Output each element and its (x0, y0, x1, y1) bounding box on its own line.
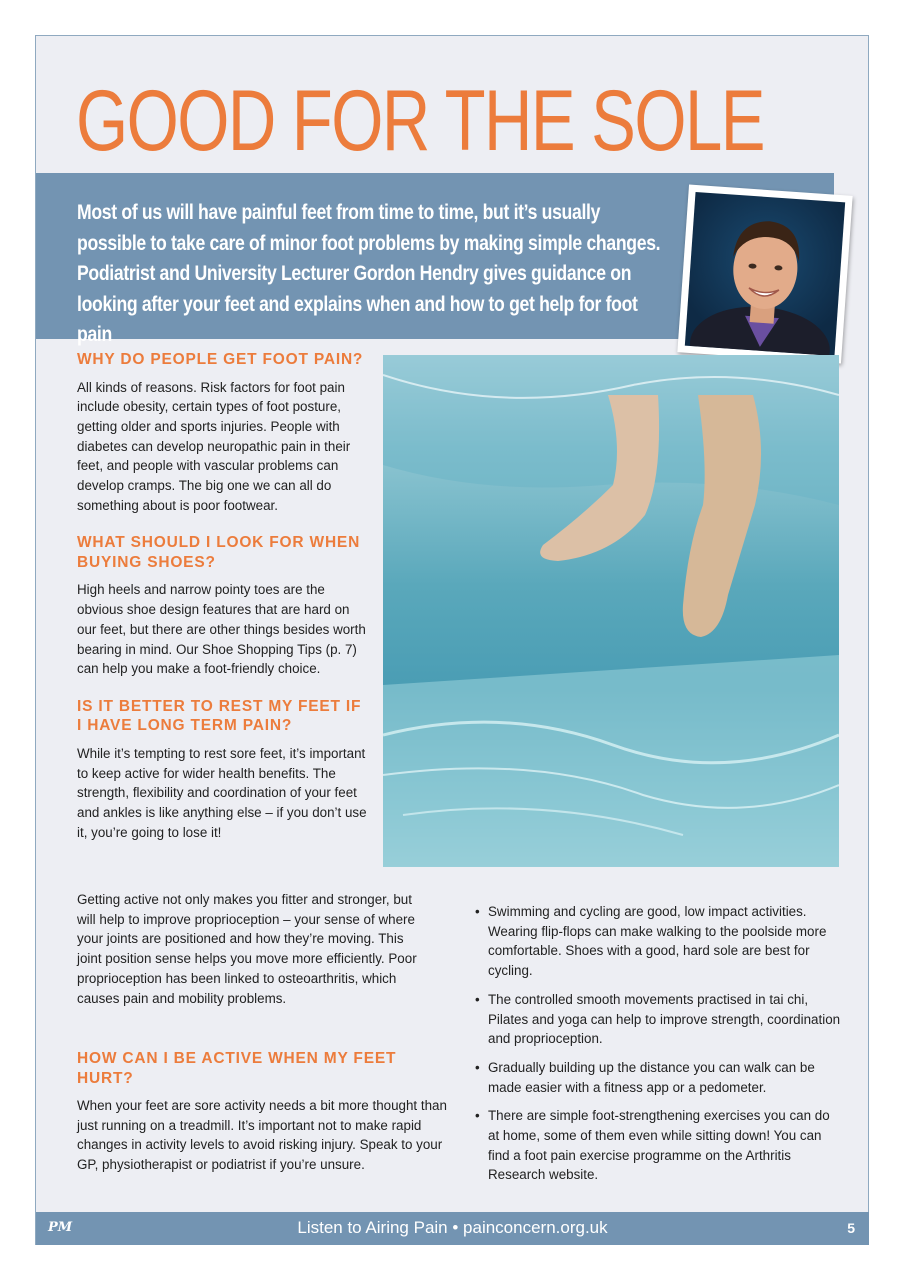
list-item: • The controlled smooth movements practised in tai chi, Pilates and yoga can help to improve strength, coordination and proprioception. (475, 990, 841, 1049)
pain-matters-logo: PM (48, 1220, 73, 1235)
section-text-proprioception: Getting active not only makes you fitter and stronger, but will help to improve proprioception – your sense of where your joints are positioned and how they’re moving. This joint position sense helps you move more efficiently. Poor proprioception has been linked to osteoarthritis, which causes pain and mobility problems. (77, 892, 417, 1006)
list-item: • There are simple foot-strengthening exercises you can do at home, some of them even while sitting down! You can find a foot pain exercise programme on the Arthritis Research website. (475, 1106, 841, 1185)
active-section (77, 1049, 447, 1193)
section-heading-why-pain: WHY DO PEOPLE GET FOOT PAIN? (77, 351, 364, 368)
section-text-active: When your feet are sore activity needs a bit more thought than just running on a treadmill. It’s important not to make rapid changes in activity levels to avoid risking injury. Speak to your GP, physiotherapist or podiatrist if you’re unsure. (77, 1098, 447, 1173)
page-number: 5 (847, 1220, 855, 1236)
author-photo (685, 192, 845, 356)
list-item: • Gradually building up the distance you can walk can be made easier with a fitness app or a pedometer. (475, 1058, 841, 1097)
section-heading-buying-shoes: WHAT SHOULD I LOOK FOR WHEN BUYING SHOES? (77, 534, 361, 571)
article-title: GOOD FOR THE SOLE (76, 73, 764, 169)
section-heading-rest-feet: IS IT BETTER TO REST MY FEET IF I HAVE LONG TERM PAIN? (77, 697, 362, 735)
left-column (77, 350, 367, 848)
author-photo-frame (677, 184, 852, 363)
list-item: • Swimming and cycling are good, low impact activities. Wearing flip-flops can make walking to the poolside more comfortable. Shoes with a good, hard sole are best for cycling. (475, 902, 841, 981)
pool-feet-photo (383, 355, 839, 867)
footer-text: Listen to Airing Pain • painconcern.org.uk (297, 1218, 608, 1237)
section-heading-active: HOW CAN I BE ACTIVE WHEN MY FEET HURT? (77, 1050, 397, 1087)
section-text-buying-shoes: High heels and narrow pointy toes are the obvious shoe design features that are hard on our feet, but there are other things besides worth bearing in mind. Our Shoe Shopping Tips (p. 7) can help you make a foot-friendly choice. (77, 582, 366, 677)
footer-bar (36, 1212, 869, 1245)
section-text-rest-feet: While it’s tempting to rest sore feet, it’s important to keep active for wider health benefits. The strength, flexibility and coordination of your feet and ankles is like anything else – if you don’t use it, you’re going to lose it! (77, 745, 367, 840)
activity-tips-list (475, 902, 841, 1194)
section-text-why-pain: All kinds of reasons. Risk factors for foot pain include obesity, certain types of foot posture, getting older and sports injuries. People with diabetes can develop neuropathic pain in their feet, and people with vascular problems can develop cramps. The big one we can all do something about is poor footwear. (77, 379, 351, 513)
intro-text: Most of us will have painful feet from time to time, but it’s usually possible to take care of minor foot problems by making simple changes. Podiatrist and University Lecturer Gordon Hendry gives guidance on looking after your feet and explains when and how to get help for foot pain (77, 201, 661, 346)
